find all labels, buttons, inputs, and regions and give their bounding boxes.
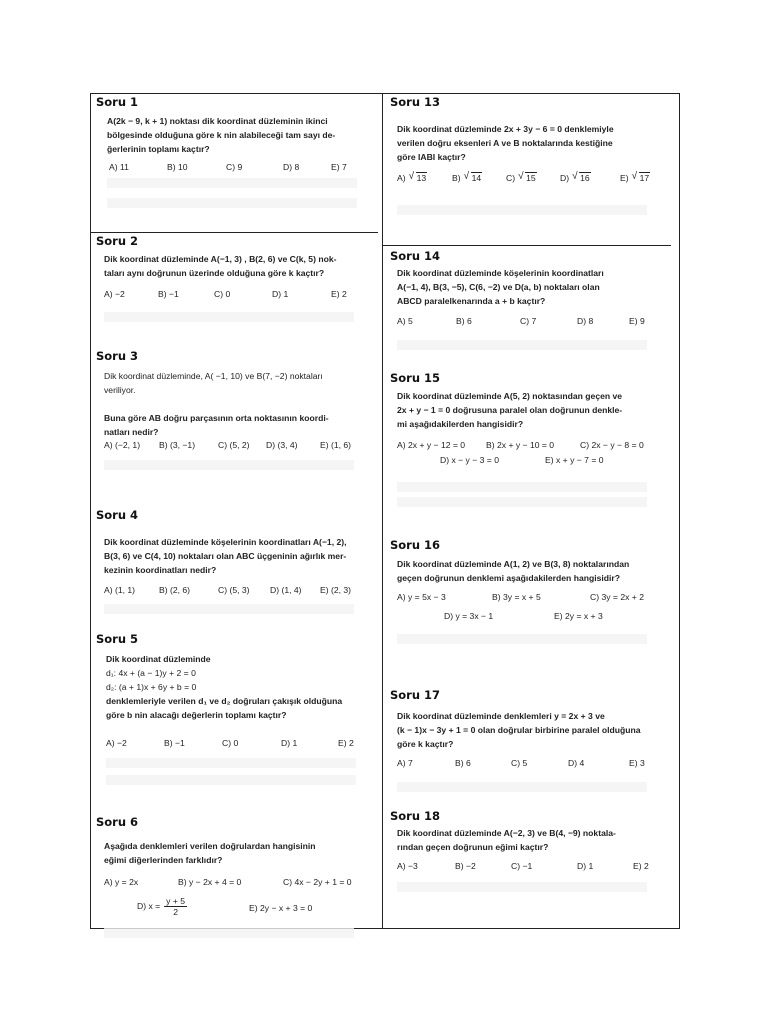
soru-15-text-line: Dik koordinat düzleminde A(5, 2) noktasından geçen ve [397, 391, 623, 401]
soru-16-option[interactable]: D) y = 3x − 1 [444, 611, 494, 621]
soru-3-option[interactable]: C) (5, 2) [218, 440, 250, 450]
soru-13-option[interactable] [620, 173, 650, 183]
soru-15-option[interactable]: D) x − y − 3 = 0 [440, 455, 499, 465]
faded-scan-line [104, 312, 354, 322]
soru-16-option[interactable]: C) 3y = 2x + 2 [590, 592, 644, 602]
soru-4-option[interactable]: E) (2, 3) [320, 585, 352, 595]
soru-5-option[interactable]: B) −1 [164, 738, 185, 748]
radicand: 17 [639, 173, 650, 183]
soru-15-option[interactable]: C) 2x − y − 8 = 0 [580, 440, 644, 450]
soru-16-text-line: Dik koordinat düzleminde A(1, 2) ve B(3, 8) noktalarından [397, 559, 630, 569]
soru-14-option[interactable]: E) 9 [629, 316, 645, 326]
soru-5-option[interactable]: C) 0 [222, 738, 239, 748]
soru-1-option[interactable]: C) 9 [226, 162, 243, 172]
soru-5-option[interactable]: E) 2 [338, 738, 354, 748]
soru-5-text-line: göre b nin alacağı değerlerin toplamı kaçtır? [106, 710, 287, 720]
sqrt-icon [464, 173, 483, 183]
soru-4-text-line: kezinin koordinatları nedir? [104, 565, 217, 575]
soru-14-option[interactable]: C) 7 [520, 316, 537, 326]
faded-scan-line [104, 604, 354, 614]
soru-3-text-line: veriliyor. [104, 385, 136, 395]
radical-sign-icon: √ [631, 171, 638, 182]
soru-14-option[interactable]: B) 6 [456, 316, 472, 326]
soru-5-text-line: Dik koordinat düzleminde [106, 654, 211, 664]
soru-16-option[interactable]: E) 2y = x + 3 [554, 611, 603, 621]
divider-right-q13 [383, 245, 671, 246]
soru-16-option[interactable]: A) y = 5x − 3 [397, 592, 446, 602]
soru-3-option[interactable]: E) (1, 6) [320, 440, 352, 450]
soru-17-title: Soru 17 [390, 688, 441, 702]
soru-1-option[interactable]: E) 7 [331, 162, 347, 172]
soru-4-option[interactable]: C) (5, 3) [218, 585, 250, 595]
soru-13-text-line: Dik koordinat düzleminde 2x + 3y − 6 = 0 denklemiyle [397, 124, 614, 134]
soru-18-option[interactable]: E) 2 [633, 861, 649, 871]
option-letter: E) [620, 173, 629, 183]
soru-2-text-line: Dik koordinat düzleminde A(−1, 3) , B(2, 6) ve C(k, 5) nok- [104, 254, 337, 264]
faded-scan-line [104, 460, 354, 470]
soru-13-title: Soru 13 [390, 95, 441, 109]
soru-6-option[interactable]: B) y − 2x + 4 = 0 [178, 877, 242, 887]
soru-2-option[interactable]: E) 2 [331, 289, 347, 299]
option-letter: C) [506, 173, 516, 183]
divider-left-q1 [90, 232, 378, 233]
soru-5-text-line: d₂: (a + 1)x + 6y + b = 0 [106, 682, 197, 692]
soru-4-text-line: Dik koordinat düzleminde köşelerinin koordinatları A(−1, 2), [104, 537, 347, 547]
faded-scan-line [397, 482, 647, 492]
soru-3-title: Soru 3 [96, 349, 139, 363]
soru-5-text-line: d₁: 4x + (a − 1)y + 2 = 0 [106, 668, 196, 678]
soru-6-option[interactable] [137, 896, 187, 917]
soru-18-title: Soru 18 [390, 809, 441, 823]
soru-3-text-line: Dik koordinat düzleminde, A( −1, 10) ve B(7, −2) noktaları [104, 371, 323, 381]
soru-18-text-line: Dik koordinat düzleminde A(−2, 3) ve B(4, −9) noktala- [397, 828, 616, 838]
radicand: 14 [471, 173, 482, 183]
soru-4-text-line: B(3, 6) ve C(4, 10) noktaları olan ABC üçgeninin ağırlık mer- [104, 551, 347, 561]
faded-scan-line [107, 198, 357, 208]
soru-13-option[interactable] [397, 173, 427, 183]
radical-sign-icon: √ [518, 171, 524, 182]
soru-3-option[interactable]: B) (3, −1) [159, 440, 196, 450]
soru-4-title: Soru 4 [96, 508, 139, 522]
soru-15-text-line: mi aşağıdakilerden hangisidir? [397, 419, 524, 429]
soru-6-option[interactable]: A) y = 2x [104, 877, 139, 887]
radical-sign-icon: √ [572, 171, 578, 182]
radicand: 16 [580, 173, 590, 183]
soru-13-text-line: verilen doğru eksenleri A ve B noktalarında kestiğine [397, 138, 613, 148]
soru-4-option[interactable]: D) (1, 4) [270, 585, 302, 595]
faded-scan-line [397, 882, 647, 892]
soru-1-title: Soru 1 [96, 95, 139, 109]
soru-3-option[interactable]: A) (−2, 1) [104, 440, 141, 450]
soru-6-title: Soru 6 [96, 815, 139, 829]
soru-2-option[interactable]: B) −1 [158, 289, 179, 299]
soru-17-text-line: (k − 1)x − 3y + 1 = 0 olan doğrular birbirine paralel olduğuna [397, 725, 641, 735]
faded-scan-line [107, 178, 357, 188]
soru-3-text-line: natları nedir? [104, 427, 159, 437]
option-letter: B) [452, 173, 461, 183]
soru-5-option[interactable]: A) −2 [106, 738, 127, 748]
soru-1-option[interactable]: B) 10 [167, 162, 188, 172]
radical-sign-icon: √ [463, 171, 470, 182]
soru-18-option[interactable]: C) −1 [511, 861, 533, 871]
faded-scan-line [104, 928, 354, 938]
soru-15-text-line: 2x + y − 1 = 0 doğrusuna paralel olan doğrunun denkle- [397, 405, 623, 415]
soru-14-text-line: ABCD paralelkenarında a + b kaçtır? [397, 296, 546, 306]
option-letter: D) [560, 173, 570, 183]
soru-17-text-line: göre k kaçtır? [397, 739, 454, 749]
soru-18-text-line: rından geçen doğrunun eğimi kaçtır? [397, 842, 549, 852]
soru-14-option[interactable]: D) 8 [577, 316, 594, 326]
soru-14-title: Soru 14 [390, 249, 441, 263]
soru-15-title: Soru 15 [390, 371, 441, 385]
radical-sign-icon: √ [408, 171, 415, 182]
soru-17-option[interactable]: E) 3 [629, 758, 645, 768]
soru-18-option[interactable]: D) 1 [577, 861, 594, 871]
soru-17-text-line: Dik koordinat düzleminde denklemleri y = 2x + 3 ve [397, 711, 605, 721]
faded-scan-line [397, 205, 647, 215]
sqrt-icon [572, 173, 591, 183]
soru-18-option[interactable]: B) −2 [455, 861, 476, 871]
radicand: 15 [526, 173, 536, 183]
soru-6-option[interactable]: C) 4x − 2y + 1 = 0 [283, 877, 352, 887]
soru-14-option[interactable]: A) 5 [397, 316, 413, 326]
soru-17-option[interactable]: A) 7 [397, 758, 413, 768]
soru-16-text-line: geçen doğrunun denklemi aşağıdakilerden hangisidir? [397, 573, 621, 583]
soru-17-option[interactable]: C) 5 [511, 758, 528, 768]
soru-2-option[interactable]: A) −2 [104, 289, 125, 299]
soru-4-option[interactable]: B) (2, 6) [159, 585, 191, 595]
soru-6-text-line: Aşağıda denklemleri verilen doğrulardan hangisinin [104, 841, 316, 851]
fraction-denominator: 2 [173, 907, 178, 917]
option-d-prefix: D) x = [137, 900, 161, 911]
radicand: 13 [416, 173, 427, 183]
soru-2-text-line: taları aynı doğrunun üzerinde olduğuna göre k kaçtır? [104, 268, 325, 278]
soru-1-text-line: A(2k − 9, k + 1) noktası dik koordinat düzleminin ikinci [107, 116, 328, 126]
soru-16-title: Soru 16 [390, 538, 441, 552]
soru-13-option[interactable] [452, 173, 482, 183]
soru-1-option[interactable]: A) 11 [109, 162, 129, 172]
soru-15-option[interactable]: E) x + y − 7 = 0 [545, 455, 604, 465]
faded-scan-line [397, 340, 647, 350]
soru-5-title: Soru 5 [96, 632, 139, 646]
soru-17-option[interactable]: D) 4 [568, 758, 585, 768]
faded-scan-line [397, 634, 647, 644]
faded-scan-line [106, 758, 356, 768]
soru-2-option[interactable]: D) 1 [272, 289, 289, 299]
soru-1-option[interactable]: D) 8 [283, 162, 300, 172]
faded-scan-line [397, 782, 647, 792]
soru-13-option[interactable] [506, 173, 537, 183]
sqrt-icon [409, 173, 428, 183]
soru-13-text-line: göre IABI kaçtır? [397, 152, 466, 162]
soru-4-option[interactable]: A) (1, 1) [104, 585, 136, 595]
soru-2-option[interactable]: C) 0 [214, 289, 231, 299]
faded-scan-line [397, 497, 647, 507]
sqrt-icon [632, 173, 651, 183]
soru-18-option[interactable]: A) −3 [397, 861, 418, 871]
soru-2-title: Soru 2 [96, 234, 139, 248]
soru-3-text-line: Buna göre AB doğru parçasının orta noktasının koordi- [104, 413, 329, 423]
soru-1-text-line: ğerlerinin toplamı kaçtır? [107, 144, 210, 154]
soru-1-text-line: bölgesinde olduğuna göre k nin alabileceği tam sayı de- [107, 130, 336, 140]
option-letter: A) [397, 173, 406, 183]
sqrt-icon [518, 173, 537, 183]
soru-6-text-line: eğimi diğerlerinden farklıdır? [104, 855, 223, 865]
soru-15-option[interactable]: A) 2x + y − 12 = 0 [397, 440, 466, 450]
soru-17-option[interactable]: B) 6 [455, 758, 471, 768]
soru-5-text-line: denklemleriyle verilen d₁ ve d₂ doğruları çakışık olduğuna [106, 696, 343, 706]
fraction-numerator: y + 5 [166, 896, 186, 906]
soru-5-option[interactable]: D) 1 [281, 738, 298, 748]
soru-13-option[interactable] [560, 173, 591, 183]
soru-3-option[interactable]: D) (3, 4) [266, 440, 298, 450]
soru-14-text-line: Dik koordinat düzleminde köşelerinin koordinatları [397, 268, 604, 278]
soru-16-option[interactable]: B) 3y = x + 5 [492, 592, 541, 602]
soru-14-text-line: A(−1, 4), B(3, −5), C(6, −2) ve D(a, b) noktaları olan [397, 282, 600, 292]
soru-6-option[interactable]: E) 2y − x + 3 = 0 [249, 903, 313, 913]
fraction [164, 896, 187, 917]
faded-scan-line [106, 775, 356, 785]
right-column-frame [383, 93, 680, 929]
soru-15-option[interactable]: B) 2x + y − 10 = 0 [486, 440, 555, 450]
